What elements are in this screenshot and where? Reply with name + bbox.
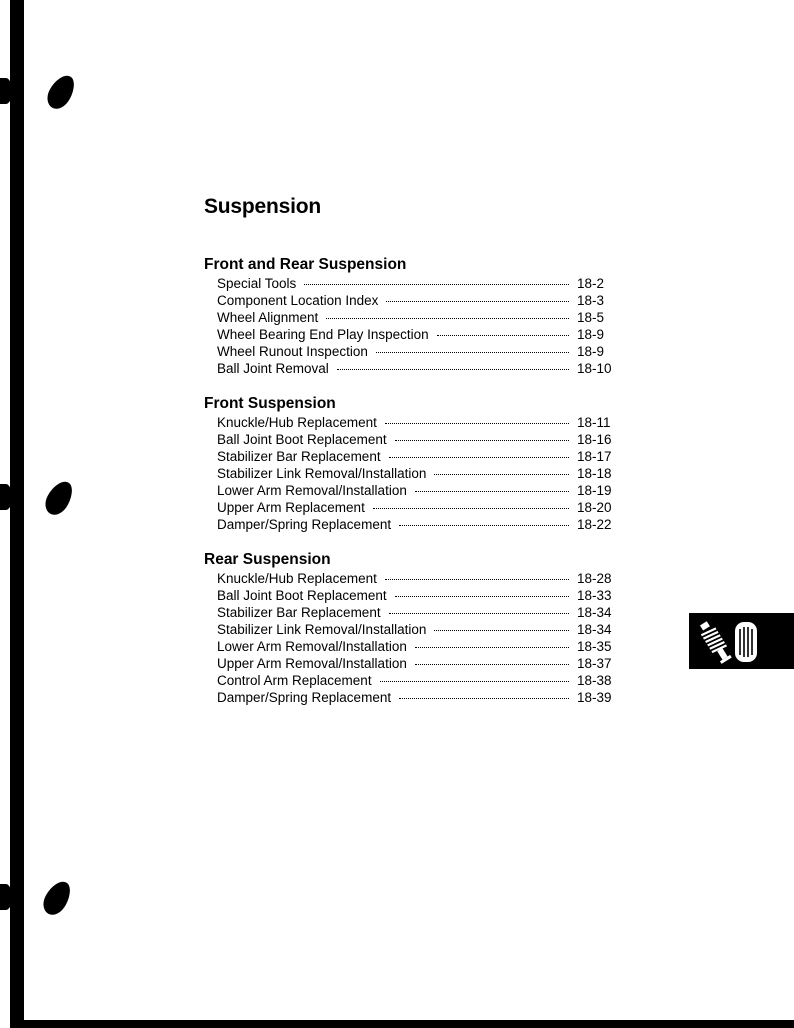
toc-entry-label: Upper Arm Replacement [217,500,365,515]
dot-leader [385,579,569,580]
binding-notch [0,484,12,510]
toc-entry [203,326,613,343]
dot-leader [415,664,569,665]
toc-entry [203,604,613,621]
toc-entry [203,516,613,533]
table-of-contents [203,195,613,723]
toc-entry [203,309,613,326]
toc-entry-label: Ball Joint Removal [217,361,329,376]
toc-entry-label: Stabilizer Bar Replacement [217,605,381,620]
toc-entry-label: Ball Joint Boot Replacement [217,588,387,603]
dot-leader [386,301,569,302]
toc-entry [203,672,613,689]
dot-leader [385,423,569,424]
toc-entry-label: Lower Arm Removal/Installation [217,483,407,498]
dot-leader [304,284,569,285]
toc-entry-label: Knuckle/Hub Replacement [217,415,377,430]
toc-entry [203,414,613,431]
toc-entry [203,448,613,465]
toc-entry-label: Stabilizer Bar Replacement [217,449,381,464]
dot-leader [395,440,569,441]
dot-leader [373,508,569,509]
toc-entry-page: 18-16 [577,432,612,447]
toc-entry [203,499,613,516]
toc-entry-page: 18-39 [577,690,612,705]
dot-leader [376,352,569,353]
toc-entry-label: Lower Arm Removal/Installation [217,639,407,654]
toc-entry [203,689,613,706]
toc-entry [203,655,613,672]
dot-leader [337,369,569,370]
toc-entry-page: 18-19 [577,483,612,498]
toc-entry-page: 18-9 [577,327,605,342]
toc-entry [203,570,613,587]
toc-entry-page: 18-18 [577,466,612,481]
toc-entry-page: 18-33 [577,588,612,603]
toc-entry [203,587,613,604]
toc-section [203,255,613,377]
toc-entry-page: 18-22 [577,517,612,532]
dot-leader [434,630,569,631]
punch-hole-top [43,71,79,113]
toc-entry [203,621,613,638]
dot-leader [399,698,569,699]
toc-entry-page: 18-9 [577,344,605,359]
dot-leader [415,647,569,648]
bottom-edge [10,1020,794,1028]
toc-entry-page: 18-28 [577,571,612,586]
toc-entry-page: 18-35 [577,639,612,654]
toc-entry-page: 18-11 [577,415,611,430]
toc-entry-page: 18-34 [577,622,612,637]
section-title: Front Suspension [204,395,336,412]
toc-entry-page: 18-2 [577,276,605,291]
binding-notch [0,78,12,104]
punch-hole-middle [41,477,77,519]
toc-entry-label: Stabilizer Link Removal/Installation [217,466,427,481]
binding-edge [10,0,24,1028]
binding-notch [0,884,12,910]
chapter-title: Suspension [204,195,322,218]
dot-leader [434,474,569,475]
toc-entry-label: Knuckle/Hub Replacement [217,571,377,586]
toc-entry-label: Damper/Spring Replacement [217,690,392,705]
toc-entry-page: 18-17 [577,449,612,464]
toc-sections [203,255,613,706]
toc-entry-page: 18-5 [577,310,605,325]
toc-entry-label: Special Tools [217,276,297,291]
toc-entry [203,275,613,292]
toc-entry-page: 18-37 [577,656,612,671]
toc-entry-page: 18-20 [577,500,612,515]
toc-section [203,394,613,533]
dot-leader [389,613,569,614]
section-title: Front and Rear Suspension [204,256,407,273]
toc-entry-label: Wheel Runout Inspection [217,344,368,359]
dot-leader [415,491,569,492]
toc-entry-label: Upper Arm Removal/Installation [217,656,407,671]
chapter-tab [689,613,794,669]
dot-leader [326,318,569,319]
toc-entry [203,431,613,448]
dot-leader [437,335,569,336]
toc-entry-page: 18-34 [577,605,612,620]
toc-entry-page: 18-38 [577,673,612,688]
toc-entry [203,343,613,360]
toc-entry-page: 18-3 [577,293,605,308]
toc-entry-label: Stabilizer Link Removal/Installation [217,622,427,637]
toc-entry-label: Component Location Index [217,293,379,308]
toc-entry-label: Wheel Bearing End Play Inspection [217,327,429,342]
dot-leader [380,681,569,682]
toc-entry-page: 18-10 [577,361,612,376]
punch-hole-bottom [39,877,75,919]
suspension-spring-and-tire-icon [697,617,761,667]
dot-leader [395,596,569,597]
toc-entry [203,292,613,309]
toc-entry [203,465,613,482]
dot-leader [389,457,569,458]
toc-entry-label: Control Arm Replacement [217,673,372,688]
dot-leader [399,525,569,526]
toc-entry-label: Ball Joint Boot Replacement [217,432,387,447]
toc-section [203,550,613,706]
toc-entry [203,638,613,655]
toc-entry [203,360,613,377]
toc-entry [203,482,613,499]
toc-entry-label: Wheel Alignment [217,310,319,325]
section-title: Rear Suspension [204,551,331,568]
toc-entry-label: Damper/Spring Replacement [217,517,392,532]
